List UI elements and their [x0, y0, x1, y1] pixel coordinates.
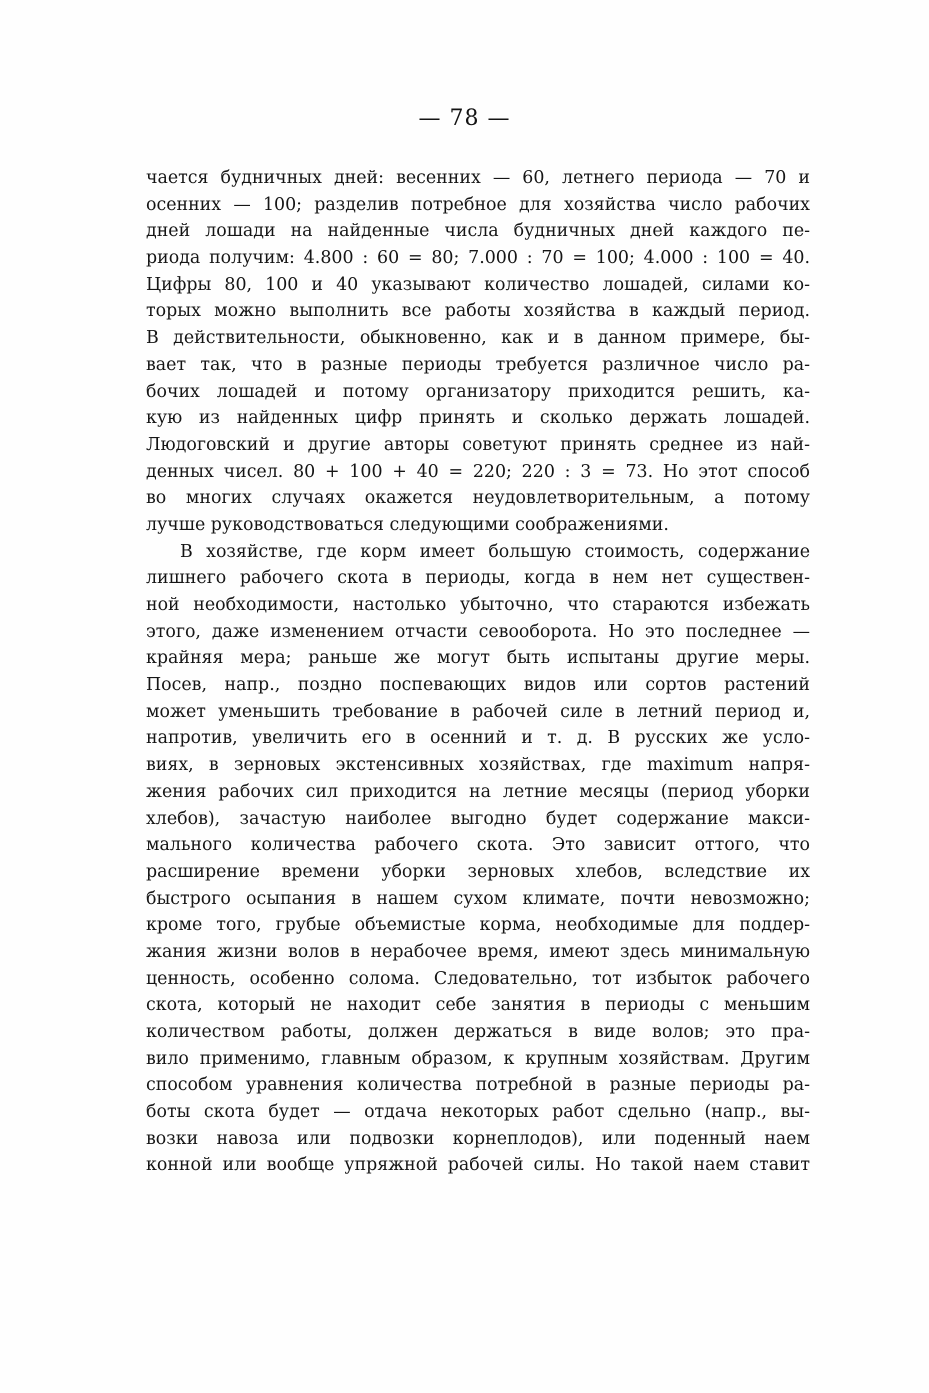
text-line: расширение времени уборки зерновых хлебов, вследствие их	[146, 861, 810, 882]
text-line: Цифры 80, 100 и 40 указывают количество лошадей, силами ко-	[146, 274, 810, 295]
text-line: ной необходимости, настолько убыточно, что стараются избежать	[146, 595, 810, 615]
text-line: скота, который не находит себе занятия в периоды с меньшим	[146, 995, 810, 1016]
text-line: конной или вообще упряжной рабочей силы. Но такой наем ставит	[146, 1155, 810, 1176]
text-line: количеством работы, должен держаться в виде волов; это пра-	[146, 1022, 810, 1042]
text-line: вает так, что в разные периоды требуется различное число ра-	[146, 354, 810, 375]
text-line: напротив, увеличить его в осенний и т. д. В русских же усло-	[146, 728, 810, 749]
text-line: бочих лошадей и потому организатору приходится решить, ка-	[146, 381, 810, 402]
text-line: крайняя мера; раньше же могут быть испытаны другие меры.	[146, 648, 810, 669]
text-line: во многих случаях окажется неудовлетворительным, а потому	[146, 488, 810, 509]
text-line: дней лошади на найденные числа будничных дней каждого пе-	[146, 221, 810, 242]
text-line: денных чисел. 80 + 100 + 40 = 220; 220 : 3 = 73. Но этот способ	[146, 461, 810, 482]
text-line: В действительности, обыкновенно, как и в данном примере, бы-	[146, 328, 810, 349]
text-line: жения рабочих сил приходится на летние месяцы (период уборки	[146, 781, 810, 802]
text-line: мального количества рабочего скота. Это зависит оттого, что	[146, 835, 810, 856]
text-line: осенних — 100; разделив потребное для хозяйства число рабочих	[146, 194, 810, 215]
text-line: Посев, напр., поздно поспевающих видов или сортов растений	[146, 675, 810, 696]
text-line: торых можно выполнить все работы хозяйства в каждый период.	[146, 301, 810, 322]
text-line: этого, даже изменением отчасти севооборота. Но это последнее —	[146, 621, 810, 642]
text-line: виях, в зерновых экстенсивных хозяйствах, где maximum напря-	[146, 755, 810, 776]
text-line: ценность, особенно солома. Следовательно, тот избыток рабочего	[146, 968, 810, 989]
text-line: кроме того, грубые объемистые корма, необходимые для поддер-	[146, 915, 810, 936]
text-line: Людоговский и другие авторы советуют принять среднее из най-	[146, 434, 810, 455]
text-line: быстрого осыпания в нашем сухом климате, почти невозможно;	[146, 888, 810, 909]
text-line: боты скота будет — отдача некоторых работ сдельно (напр., вы-	[146, 1102, 810, 1123]
text-line: риода получим: 4.800 : 60 = 80; 7.000 : 70 = 100; 4.000 : 100 = 40.	[146, 248, 810, 269]
text-line: хлебов), зачастую наиболее выгодно будет содержание макси-	[146, 808, 810, 829]
text-line: жания жизни волов в нерабочее время, имеют здесь минимальную	[146, 941, 810, 962]
paragraph-2	[146, 539, 810, 1180]
text-line: В хозяйстве, где корм имеет большую стоимость, содержание	[180, 541, 810, 562]
body-text	[146, 165, 810, 1179]
text-line: возки навоза или подвозки корнеплодов), или поденный наем	[146, 1128, 810, 1149]
paragraph-1	[146, 165, 810, 539]
text-line: лучше руководствоваться следующими соображениями.	[146, 514, 669, 535]
text-line: вило применимо, главным образом, к крупным хозяйствам. Другим	[146, 1048, 810, 1069]
text-line: способом уравнения количества потребной в разные периоды ра-	[146, 1075, 810, 1096]
page-number: — 78 —	[418, 106, 511, 131]
text-line: может уменьшить требование в рабочей силе в летний период и,	[146, 701, 810, 722]
text-line: чается будничных дней: весенних — 60, летнего периода — 70 и	[146, 168, 810, 188]
text-line: кую из найденных цифр принять и сколько держать лошадей.	[146, 408, 810, 429]
text-line: лишнего рабочего скота в периоды, когда в нем нет существен-	[146, 568, 810, 589]
